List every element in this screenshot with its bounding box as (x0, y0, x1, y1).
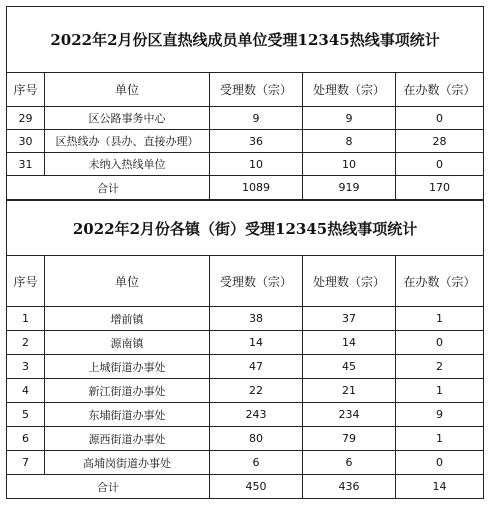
row-pending: 0 (396, 331, 484, 355)
total-handled: 436 (303, 475, 396, 499)
row-no: 4 (7, 379, 45, 403)
row-received: 36 (210, 130, 303, 153)
row-no: 5 (7, 403, 45, 427)
table-row (7, 379, 484, 403)
row-unit: 源南镇 (45, 331, 210, 355)
row-handled: 45 (303, 355, 396, 379)
row-received: 47 (210, 355, 303, 379)
row-no: 30 (7, 130, 45, 153)
row-handled: 37 (303, 307, 396, 331)
row-received: 22 (210, 379, 303, 403)
table-row (7, 331, 484, 355)
row-received: 14 (210, 331, 303, 355)
row-unit: 东埔街道办事处 (45, 403, 210, 427)
row-received: 6 (210, 451, 303, 475)
total-pending: 170 (396, 176, 484, 200)
table1-title: 2022年2月份区直热线成员单位受理12345热线事项统计 (7, 7, 484, 73)
table-row (7, 307, 484, 331)
total-label: 合计 (7, 475, 210, 499)
row-received: 10 (210, 153, 303, 176)
table2-header-no: 序号 (7, 256, 45, 307)
table2-header-pending: 在办数（宗） (396, 256, 484, 307)
table-row (7, 355, 484, 379)
row-pending: 9 (396, 403, 484, 427)
row-no: 3 (7, 355, 45, 379)
table1-header-received: 受理数（宗） (210, 73, 303, 107)
table1-header-handled: 处理数（宗） (303, 73, 396, 107)
row-unit: 区热线办（县办、直接办理） (45, 130, 210, 153)
row-no: 2 (7, 331, 45, 355)
row-no: 6 (7, 427, 45, 451)
row-handled: 9 (303, 107, 396, 130)
total-received: 1089 (210, 176, 303, 200)
row-received: 38 (210, 307, 303, 331)
row-unit: 新江街道办事处 (45, 379, 210, 403)
row-no: 7 (7, 451, 45, 475)
total-row (7, 176, 484, 200)
row-pending: 0 (396, 153, 484, 176)
district-hotline-table (6, 6, 484, 200)
table2-header-handled: 处理数（宗） (303, 256, 396, 307)
table-row (7, 427, 484, 451)
row-received: 9 (210, 107, 303, 130)
row-handled: 234 (303, 403, 396, 427)
row-unit: 源西街道办事处 (45, 427, 210, 451)
total-handled: 919 (303, 176, 396, 200)
row-handled: 8 (303, 130, 396, 153)
table1-header-pending: 在办数（宗） (396, 73, 484, 107)
row-pending: 28 (396, 130, 484, 153)
row-unit: 上城街道办事处 (45, 355, 210, 379)
table-row (7, 130, 484, 153)
row-pending: 1 (396, 427, 484, 451)
row-handled: 6 (303, 451, 396, 475)
row-handled: 79 (303, 427, 396, 451)
total-received: 450 (210, 475, 303, 499)
row-pending: 0 (396, 107, 484, 130)
row-pending: 2 (396, 355, 484, 379)
table-row (7, 403, 484, 427)
row-no: 31 (7, 153, 45, 176)
row-unit: 高埔岗街道办事处 (45, 451, 210, 475)
row-handled: 14 (303, 331, 396, 355)
row-pending: 1 (396, 307, 484, 331)
row-pending: 0 (396, 451, 484, 475)
table1-header-unit: 单位 (45, 73, 210, 107)
row-unit: 未纳入热线单位 (45, 153, 210, 176)
table-row (7, 107, 484, 130)
row-no: 1 (7, 307, 45, 331)
row-handled: 21 (303, 379, 396, 403)
row-received: 243 (210, 403, 303, 427)
row-handled: 10 (303, 153, 396, 176)
town-hotline-table (6, 200, 484, 499)
row-received: 80 (210, 427, 303, 451)
table-row (7, 153, 484, 176)
total-row (7, 475, 484, 499)
table2-title: 2022年2月份各镇（街）受理12345热线事项统计 (7, 201, 484, 256)
row-pending: 1 (396, 379, 484, 403)
total-label: 合计 (7, 176, 210, 200)
row-no: 29 (7, 107, 45, 130)
table1-header-no: 序号 (7, 73, 45, 107)
table-row (7, 451, 484, 475)
row-unit: 区公路事务中心 (45, 107, 210, 130)
table2-header-received: 受理数（宗） (210, 256, 303, 307)
total-pending: 14 (396, 475, 484, 499)
table2-header-unit: 单位 (45, 256, 210, 307)
row-unit: 增前镇 (45, 307, 210, 331)
